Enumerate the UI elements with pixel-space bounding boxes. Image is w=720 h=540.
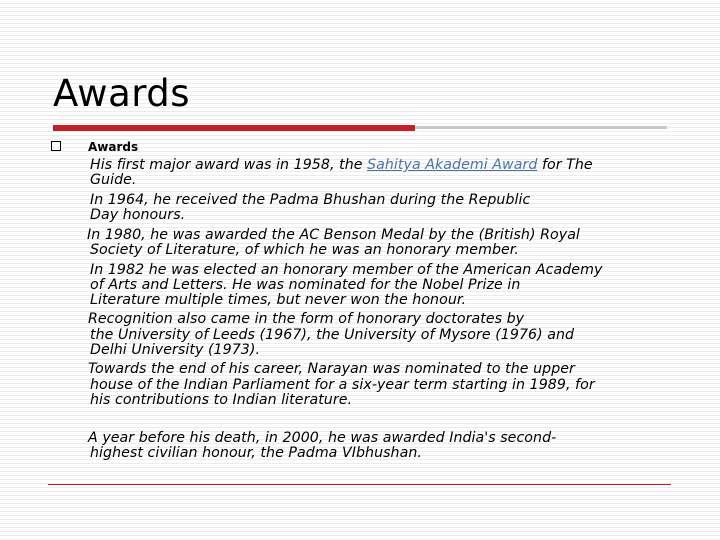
first-award-text-after: for The: [537, 157, 593, 173]
paragraph-first-award-line-1: [90, 157, 593, 173]
paragraph-doctorates-line-2: the University of Leeds (1967), the University of Mysore (1976) and: [90, 327, 575, 343]
footer-divider: [48, 484, 671, 485]
paragraph-doctorates-line-1: Recognition also came in the form of honorary doctorates by: [88, 311, 525, 327]
paragraph-american-academy-line-2: of Arts and Letters. He was nominated for the Nobel Prize in: [90, 277, 521, 293]
paragraph-american-academy-line-1: In 1982 he was elected an honorary member of the American Academy: [90, 262, 603, 278]
sahitya-akademi-award-link[interactable]: Sahitya Akademi Award: [367, 157, 538, 173]
paragraph-parliament-line-1: Towards the end of his career, Narayan was nominated to the upper: [88, 361, 575, 377]
paragraph-parliament-line-3: his contributions to Indian literature.: [90, 392, 353, 408]
paragraph-padma-bhushan-line-1: In 1964, he received the Padma Bhushan during the Republic: [90, 192, 531, 208]
square-bullet-icon: [51, 141, 61, 151]
paragraph-padma-vibhushan-line-1: A year before his death, in 2000, he was awarded India's second-: [88, 430, 557, 446]
title-divider-accent: [53, 125, 415, 131]
bullet-heading: Awards: [88, 140, 139, 154]
paragraph-first-award-line-2: Guide.: [90, 172, 137, 188]
slide-title: Awards: [53, 72, 191, 115]
paragraph-american-academy-line-3: Literature multiple times, but never won the honour.: [90, 292, 467, 308]
paragraph-padma-bhushan-line-2: Day honours.: [90, 207, 186, 223]
paragraph-benson-medal-line-1: In 1980, he was awarded the AC Benson Medal by the (British) Royal: [87, 227, 580, 243]
first-award-text-before: His first major award was in 1958, the: [90, 157, 368, 173]
paragraph-doctorates-line-3: Delhi University (1973).: [90, 342, 261, 358]
paragraph-benson-medal-line-2: Society of Literature, of which he was an honorary member.: [90, 242, 519, 258]
paragraph-padma-vibhushan-line-2: highest civilian honour, the Padma VIbhushan.: [90, 445, 422, 461]
paragraph-parliament-line-2: house of the Indian Parliament for a six-year term starting in 1989, for: [90, 377, 595, 393]
